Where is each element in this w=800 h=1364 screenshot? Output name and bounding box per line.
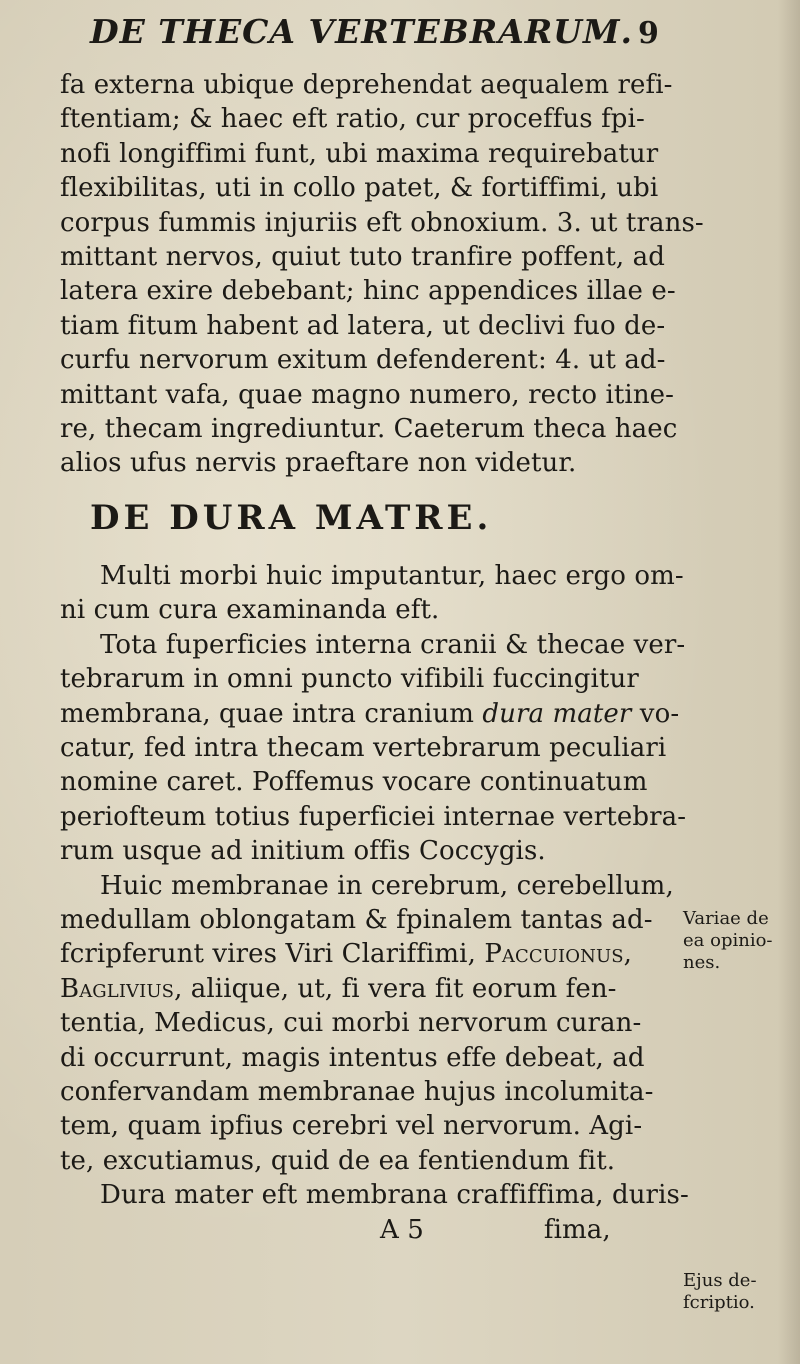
text-line: nofi longiffimi funt, ubi maxima requirebatur [60,138,659,169]
margin-note-opinions [683,908,773,974]
catchword: fima, [543,1214,611,1245]
text-run: fcripferunt vires Viri Clariffimi, [60,939,485,970]
margin-note-line: Ejus de- [683,1270,757,1291]
text-line: mittant vafa, quae magno numero, recto itine- [60,379,675,410]
margin-note-line: ea opinio- [683,930,773,951]
text-line: di occurrunt, magis intentus effe debeat, ad [60,1042,645,1073]
italic-term: mater [552,698,632,729]
page-edge-shadow [778,0,800,1364]
margin-note-line: fcriptio. [683,1292,755,1313]
text-line: corpus fummis injuriis eft obnoxium. 3. ut trans- [60,207,704,238]
text-line: periofteum totius fuperficiei internae vertebra- [60,801,687,832]
text-line: confervandam membranae hujus incolumita- [60,1076,654,1107]
text-line: tentia, Medicus, cui morbi nervorum curan- [60,1008,642,1039]
text-line: te, excutiamus, quid de ea fentiendum fit. [60,1145,616,1176]
margin-note-description [683,1270,757,1314]
text-line: alios ufus nervis praeftare non videtur. [60,448,577,479]
margin-note-line: nes. [683,952,721,973]
text-line: latera exire debebant; hinc appendices illae e- [60,276,676,307]
text-run: membrana, quae intra cranium [60,698,483,729]
author-name: Baglivius [60,973,175,1004]
text-line: tebrarum in omni puncto vifibili fuccingitur [60,664,639,695]
page-number: 9 [638,16,659,51]
text-line: fa externa ubique deprehendat aequalem refi- [60,70,673,100]
text-line: catur, fed intra thecam vertebrarum peculiari [60,732,667,763]
text-line: tiam fitum habent ad latera, ut declivi fuo de- [60,310,666,341]
text-line: tem, quam ipfius cerebri vel nervorum. Agi- [60,1111,643,1142]
text-line: curfu nervorum exitum defenderent: 4. ut ad- [60,345,666,376]
text-line: Huic membranae in cerebrum, cerebellum, [100,870,674,901]
page-header [0,12,800,68]
text-line: re, thecam ingrediuntur. Caeterum theca haec [60,414,678,445]
text-line: ni cum cura examinanda eft. [60,595,440,626]
text-line: medullam oblongatam & fpinalem tantas ad- [60,904,653,935]
text-line: Multi morbi huic imputantur, haec ergo om- [100,560,684,591]
text-line: nomine caret. Poffemus vocare continuatum [60,767,648,798]
margin-note-line: Variae de [683,908,769,929]
text-run: , aliique, ut, fi vera fit eorum fen- [174,973,617,1004]
text-line [60,972,680,1006]
text-run: vo- [631,698,680,729]
text-line: flexibilitas, uti in collo patet, & fortiffimi, ubi [60,173,659,204]
text-line: Tota fuperficies interna cranii & thecae ver- [100,629,686,660]
section-heading: DE DURA MATRE. [90,497,493,538]
text-line [60,937,680,971]
signature-mark: A 5 [380,1214,424,1245]
author-name: Paccuionus [484,939,624,970]
running-title: DE THECA VERTEBRARUM. [90,12,633,51]
text-line [60,697,680,731]
italic-term: dura [482,698,545,729]
catchword-line [60,1213,680,1247]
text-line: mittant nervos, quiut tuto tranfire poffent, ad [60,242,665,273]
text-run: , [623,939,633,970]
text-line: Dura mater eft membrana craffiffima, duris- [100,1180,689,1211]
text-line: ftentiam; & haec eft ratio, cur proceffus fpi- [60,104,645,135]
text-run [544,699,552,729]
text-line: rum usque ad initium offis Coccygis. [60,836,546,867]
